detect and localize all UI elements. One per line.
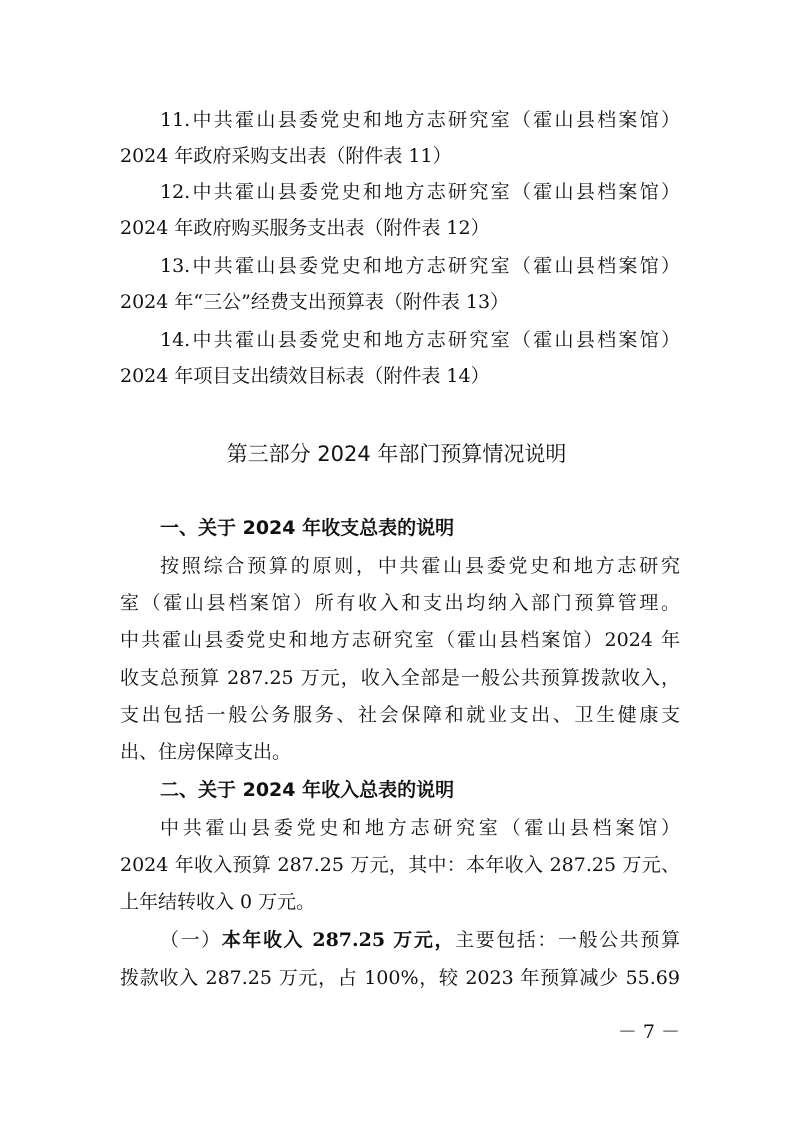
subsection1-label: （一） — [160, 929, 222, 951]
section1-line: 按照综合预算的原则，中共霍山县委党史和地方志研究 — [160, 555, 680, 577]
part3-title: 第三部分 2024 年部门预算情况说明 — [226, 442, 567, 466]
page-number: － 7 － — [617, 1021, 680, 1043]
section2-line: 上年结转收入 0 万元。 — [120, 891, 316, 913]
section1-line: 中共霍山县委党史和地方志研究室（霍山县档案馆）2024 年 — [120, 629, 680, 651]
section2-heading: 二、关于 2024 年收入总表的说明 — [160, 779, 455, 801]
list-item-14-line1: 14.中共霍山县委党史和地方志研究室（霍山县档案馆） — [160, 329, 680, 351]
section1-line: 出、住房保障支出。 — [120, 741, 292, 763]
list-item-13-line2: 2024 年“三公”经费支出预算表（附件表 13） — [120, 291, 510, 313]
section2-line: 中共霍山县委党史和地方志研究室（霍山县档案馆） — [160, 817, 680, 839]
section1-heading: 一、关于 2024 年收支总表的说明 — [160, 517, 455, 539]
list-item-13-line1: 13.中共霍山县委党史和地方志研究室（霍山县档案馆） — [160, 255, 680, 277]
subsection1-bold-text: 本年收入 287.25 万元， — [221, 929, 456, 951]
section2-line: 2024 年收入预算 287.25 万元，其中：本年收入 287.25 万元、 — [120, 854, 680, 876]
list-item-14-line2: 2024 年项目支出绩效目标表（附件表 14） — [120, 365, 490, 387]
subsection1-line — [160, 922, 680, 958]
subsection1-rest-text: 主要包括：一般公共预算 — [455, 929, 680, 951]
list-item-11-line1: 11.中共霍山县委党史和地方志研究室（霍山县档案馆） — [160, 109, 680, 131]
section1-line: 室（霍山县档案馆）所有收入和支出均纳入部门预算管理。 — [120, 592, 680, 614]
section1-line: 收支总预算 287.25 万元，收入全部是一般公共预算拨款收入， — [120, 667, 680, 689]
list-item-12-line2: 2024 年政府购买服务支出表（附件表 12） — [120, 217, 490, 239]
list-item-11-line2: 2024 年政府采购支出表（附件表 11） — [120, 145, 452, 167]
subsection1-continuation: 拨款收入 287.25 万元，占 100%，较 2023 年预算减少 55.69 — [120, 967, 680, 989]
section1-line: 支出包括一般公务服务、社会保障和就业支出、卫生健康支 — [120, 704, 680, 726]
list-item-12-line1: 12.中共霍山县委党史和地方志研究室（霍山县档案馆） — [160, 181, 680, 203]
